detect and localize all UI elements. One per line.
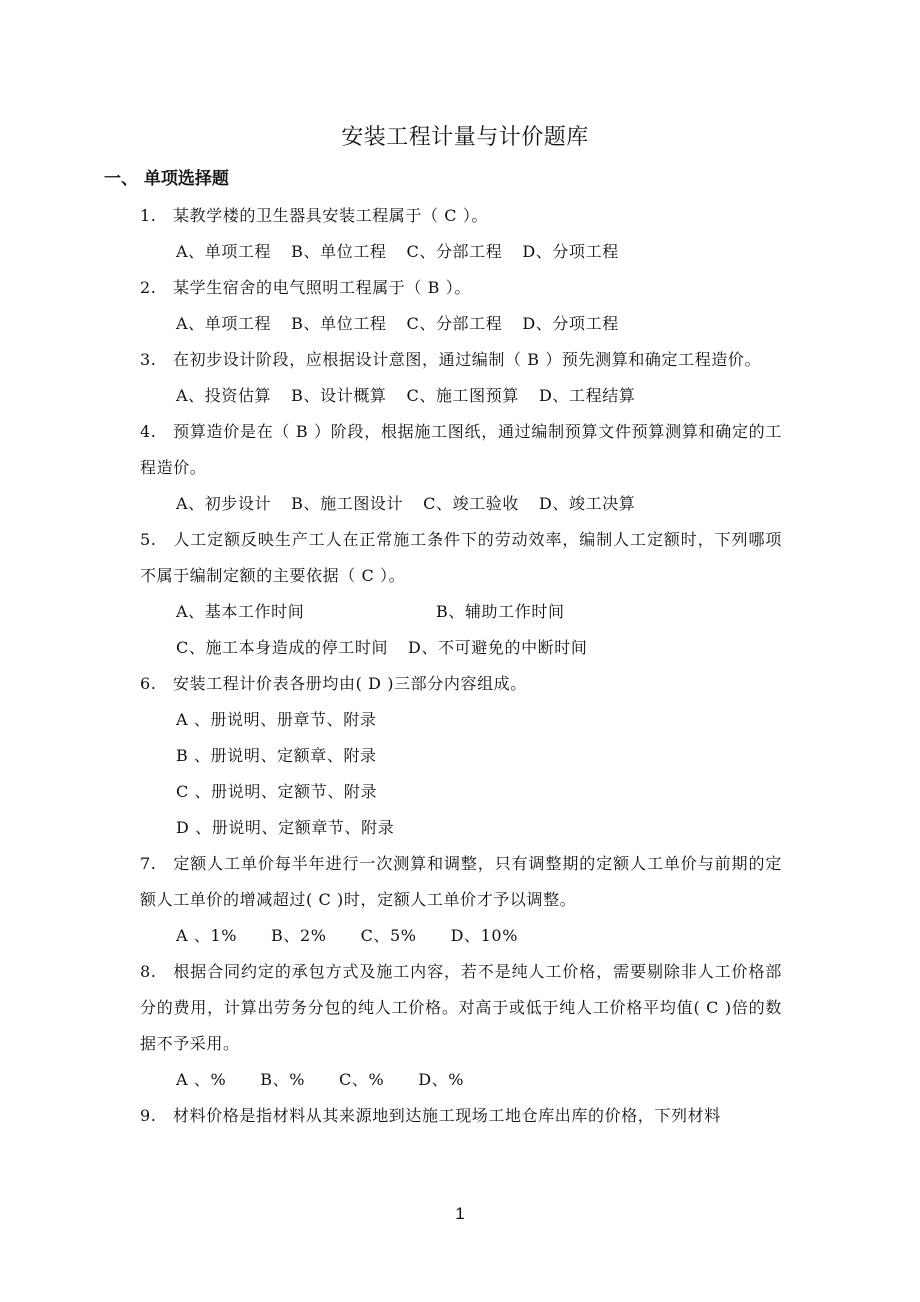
option-c: C、分部工程	[406, 242, 503, 261]
question-number: 2.	[140, 278, 157, 297]
question-list	[140, 198, 782, 1134]
option-b: B 、册说明、定额章、附录	[176, 746, 377, 765]
question-number: 6.	[140, 674, 157, 693]
option-a: A、初步设计	[176, 494, 272, 513]
option-b: B、设计概算	[291, 386, 387, 405]
options-7	[140, 918, 782, 954]
option-c: C、施工图预算	[406, 386, 519, 405]
option-b: B、2%	[271, 926, 327, 945]
option-c: C 、册说明、定额节、附录	[176, 782, 378, 801]
option-c: C、%	[339, 1070, 385, 1089]
question-text: 安装工程计价表各册均由( D )三部分内容组成。	[173, 674, 527, 693]
option-a: A 、册说明、册章节、附录	[176, 710, 377, 729]
option-b: B、单位工程	[291, 314, 387, 333]
options-1	[140, 234, 782, 270]
question-text: 某学生宿舍的电气照明工程属于（ B ）。	[173, 278, 471, 297]
option-d: D 、册说明、定额章节、附录	[176, 818, 395, 837]
options-5-row-1	[140, 594, 782, 630]
option-d: D、竣工决算	[538, 494, 636, 513]
option-a: A、基本工作时间	[176, 602, 305, 621]
options-4	[140, 486, 782, 522]
option-b: B、单位工程	[291, 242, 387, 261]
option-c: C、5%	[360, 926, 417, 945]
option-a: A 、1%	[176, 926, 238, 945]
question-1	[140, 198, 782, 234]
question-text: 在初步设计阶段，应根据设计意图，通过编制（ B ）预先测算和确定工程造价。	[173, 350, 762, 369]
question-number: 7.	[140, 854, 157, 873]
question-2	[140, 270, 782, 306]
question-5	[140, 522, 782, 594]
question-9	[140, 1098, 782, 1134]
option-a: A、单项工程	[176, 242, 272, 261]
question-8	[140, 954, 782, 1062]
question-number: 5.	[140, 530, 157, 549]
option-a: A 、%	[176, 1070, 227, 1089]
option-d: D、分项工程	[522, 242, 619, 261]
page-title: 安装工程计量与计价题库	[341, 125, 589, 150]
option-a: A、单项工程	[176, 314, 272, 333]
option-d: D、分项工程	[522, 314, 619, 333]
option-b: B、施工图设计	[291, 494, 404, 513]
options-3	[140, 378, 782, 414]
question-number: 3.	[140, 350, 157, 369]
question-3	[140, 342, 782, 378]
option-c: C、分部工程	[406, 314, 503, 333]
options-5-row-2	[140, 630, 782, 666]
question-7	[140, 846, 782, 918]
question-text: 材料价格是指材料从其来源地到达施工现场工地仓库出库的价格，下列材料	[173, 1106, 721, 1125]
option-b: B、%	[260, 1070, 306, 1089]
options-2	[140, 306, 782, 342]
section-heading: 一、 单项选择题	[104, 169, 229, 189]
question-text: 定额人工单价每半年进行一次测算和调整，只有调整期的定额人工单价与前期的定额人工单价的增减超过( C )时，定额人工单价才予以调整。	[140, 854, 782, 909]
question-4	[140, 414, 782, 486]
option-d: D、不可避免的中断时间	[408, 638, 588, 657]
question-text: 人工定额反映生产工人在正常施工条件下的劳动效率，编制人工定额时，下列哪项不属于编制定额的主要依据（ C ）。	[140, 530, 782, 585]
question-text: 预算造价是在（ B ）阶段，根据施工图纸，通过编制预算文件预算测算和确定的工程造价。	[140, 422, 782, 477]
option-b: B、辅助工作时间	[436, 602, 565, 621]
question-number: 4.	[140, 422, 157, 441]
question-6	[140, 666, 782, 702]
option-d: D、工程结算	[538, 386, 636, 405]
option-a: A、投资估算	[176, 386, 272, 405]
options-8	[140, 1062, 782, 1098]
question-text: 根据合同约定的承包方式及施工内容，若不是纯人工价格，需要剔除非人工价格部分的费用，计算出劳务分包的纯人工价格。对高于或低于纯人工价格平均值( C )倍的数据不予采用。	[140, 962, 782, 1053]
option-d: D、10%	[450, 926, 518, 945]
question-number: 9.	[140, 1106, 157, 1125]
question-number: 1.	[140, 206, 157, 225]
question-text: 某教学楼的卫生器具安装工程属于（ C ）。	[173, 206, 489, 225]
option-d: D、%	[418, 1070, 465, 1089]
page-number: 1	[455, 1204, 465, 1223]
option-c: C、施工本身造成的停工时间	[176, 638, 389, 657]
question-number: 8.	[140, 962, 157, 981]
option-c: C、竣工验收	[423, 494, 519, 513]
